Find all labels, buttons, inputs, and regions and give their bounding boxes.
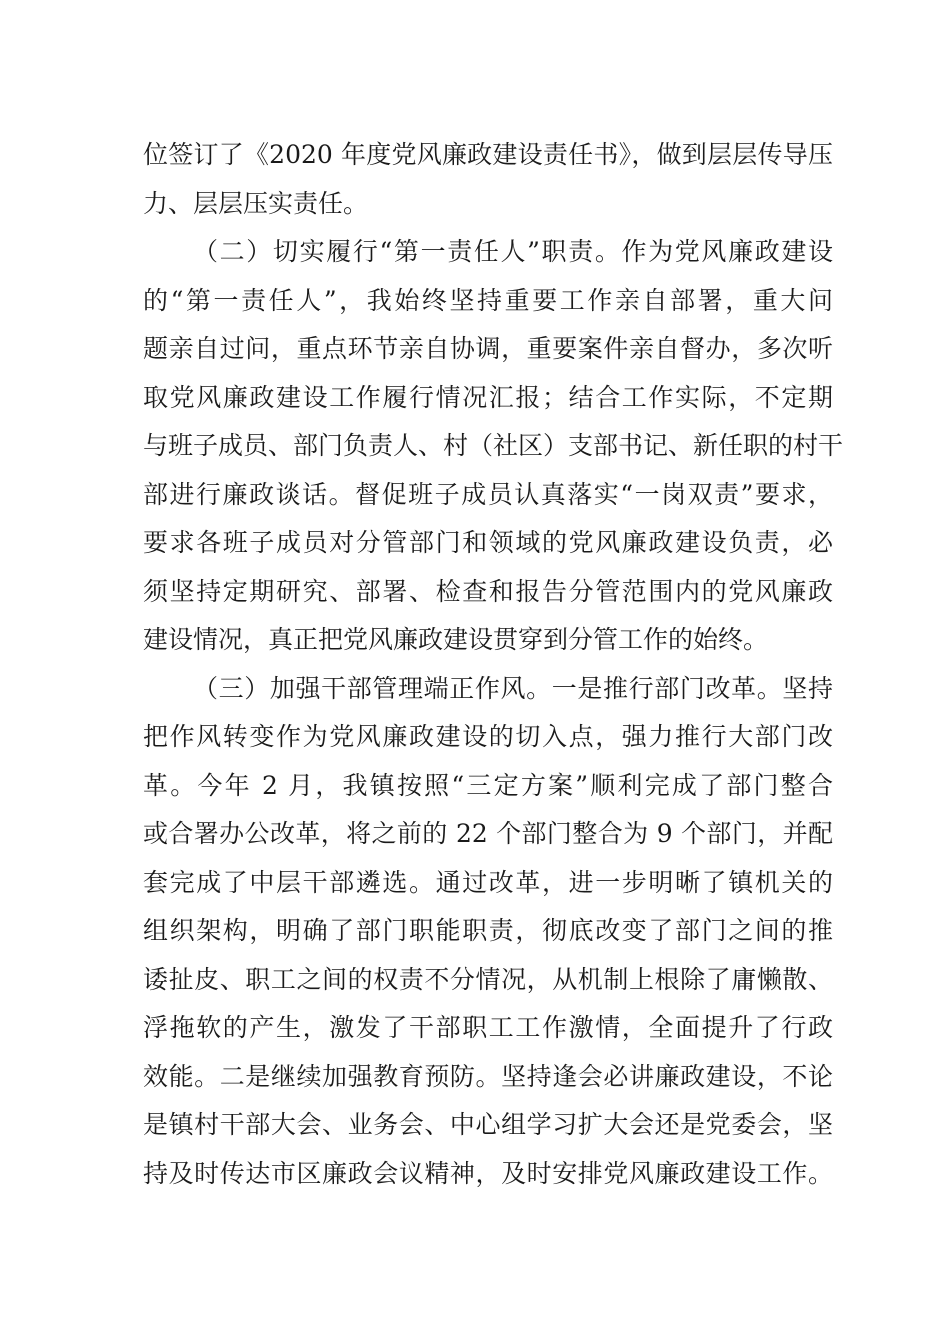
text-line: 须坚持定期研究、部署、检查和报告分管范围内的党风廉政 — [143, 576, 833, 606]
text-line: 持及时传达市区廉政会议精神，及时安排党风廉政建设工作。 — [143, 1158, 833, 1188]
text-line: 的“第一责任人”，我始终坚持重要工作亲自部署，重大问 — [143, 285, 833, 315]
text-line: 浮拖软的产生，激发了干部职工工作激情，全面提升了行政 — [143, 1013, 833, 1042]
text-line: 套完成了中层干部遴选。通过改革，进一步明晰了镇机关的 — [143, 867, 833, 897]
text-line: 把作风转变作为党风廉政建设的切入点，强力推行大部门改 — [143, 722, 833, 751]
text-line: （三）加强干部管理端正作风。一是推行部门改革。坚持 — [193, 673, 833, 703]
text-line: 效能。二是继续加强教育预防。坚持逢会必讲廉政建设，不论 — [143, 1061, 833, 1091]
text-line: 建设情况，真正把党风廉政建设贯穿到分管工作的始终。 — [143, 625, 769, 654]
text-line: （二）切实履行“第一责任人”职责。作为党风廉政建设 — [193, 237, 833, 266]
text-line: 或合署办公改革，将之前的 22 个部门整合为 9 个部门，并配 — [143, 819, 833, 848]
text-line: 题亲自过问，重点环节亲自协调，重要案件亲自督办，多次听 — [143, 334, 833, 363]
text-line: 是镇村干部大会、业务会、中心组学习扩大会还是党委会，坚 — [143, 1110, 833, 1139]
body-text — [143, 131, 844, 1198]
text-line: 诿扯皮、职工之间的权责不分情况，从机制上根除了庸懒散、 — [143, 964, 833, 994]
text-line: 组织架构，明确了部门职能职责，彻底改变了部门之间的推 — [143, 916, 833, 945]
text-line: 革。今年 2 月，我镇按照“三定方案”顺利完成了部门整合 — [143, 770, 833, 800]
text-line: 部进行廉政谈话。督促班子成员认真落实“一岗双责”要求， — [143, 479, 833, 509]
text-line: 要求各班子成员对分管部门和领域的党风廉政建设负责，必 — [143, 528, 833, 557]
text-line: 取党风廉政建设工作履行情况汇报；结合工作实际，不定期 — [143, 382, 833, 412]
text-line: 与班子成员、部门负责人、村（社区）支部书记、新任职的村干 — [143, 431, 844, 460]
text-line: 力、层层压实责任。 — [143, 188, 369, 218]
text-line: 位签订了《2020 年度党风廉政建设责任书》，做到层层传导压 — [143, 140, 833, 169]
